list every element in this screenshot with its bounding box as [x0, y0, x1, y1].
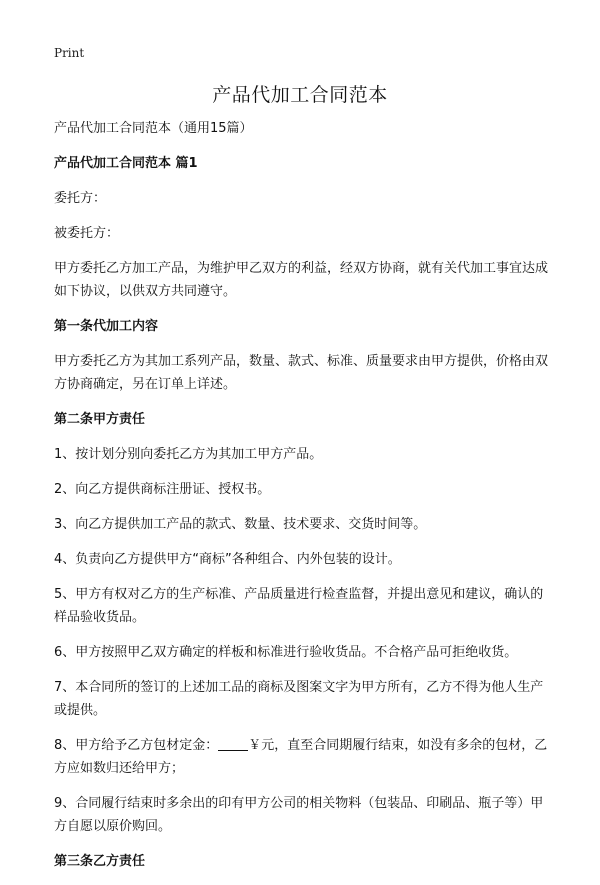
article-2-item-1: 1、按计划分别向委托乙方为其加工甲方产品。	[54, 447, 323, 462]
section-heading: 产品代加工合同范本 篇1	[54, 156, 198, 171]
article-3-heading: 第三条乙方责任	[54, 854, 146, 869]
document-title: 产品代加工合同范本	[212, 84, 388, 106]
article-2-item-6: 6、甲方按照甲乙双方确定的样板和标准进行验收货品。不合格产品可拒绝收货。	[54, 645, 518, 660]
intro-paragraph: 甲方委托乙方加工产品，为维护甲乙双方的利益，经双方协商，就有关代加工事宜达成如下协议，以供双方共同遵守。	[54, 261, 549, 299]
article-2-heading: 第二条甲方责任	[54, 412, 146, 427]
document-subtitle: 产品代加工合同范本（通用15篇）	[54, 121, 253, 136]
article-2-item-5: 5、甲方有权对乙方的生产标准、产品质量进行检查监督，并提出意见和建议，确认的样品验收货品。	[54, 587, 544, 625]
article-2-item-8-after: ￥元，直至合同期履行结束，如没有多余的包材，乙方应如数归还给甲方；	[54, 738, 548, 776]
party-b-label: 被委托方：	[54, 226, 120, 241]
article-2-item-9: 9、合同履行结束时多余出的印有甲方公司的相关物料（包装品、印刷品、瓶子等）甲方自愿以原价购回。	[54, 796, 544, 834]
print-link[interactable]: Print	[54, 46, 85, 60]
article-2-item-2: 2、向乙方提供商标注册证、授权书。	[54, 482, 271, 497]
article-1-heading: 第一条代加工内容	[54, 319, 159, 334]
article-2-item-8	[54, 734, 549, 780]
article-2-item-7: 7、本合同所的签订的上述加工品的商标及图案文字为甲方所有，乙方不得为他人生产或提供。	[54, 680, 544, 718]
article-1-text: 甲方委托乙方为其加工系列产品，数量、款式、标准、质量要求由甲方提供，价格由双方协商确定，另在订单上详述。	[54, 354, 549, 392]
article-2-item-4: 4、负责向乙方提供甲方“商标”各种组合、内外包装的设计。	[54, 552, 401, 567]
deposit-blank-line	[218, 736, 248, 751]
article-2-item-3: 3、向乙方提供加工产品的款式、数量、技术要求、交货时间等。	[54, 517, 427, 532]
document-body	[54, 117, 549, 885]
party-a-label: 委托方：	[54, 191, 107, 206]
article-2-item-8-before: 8、甲方给予乙方包材定金：	[54, 738, 219, 753]
